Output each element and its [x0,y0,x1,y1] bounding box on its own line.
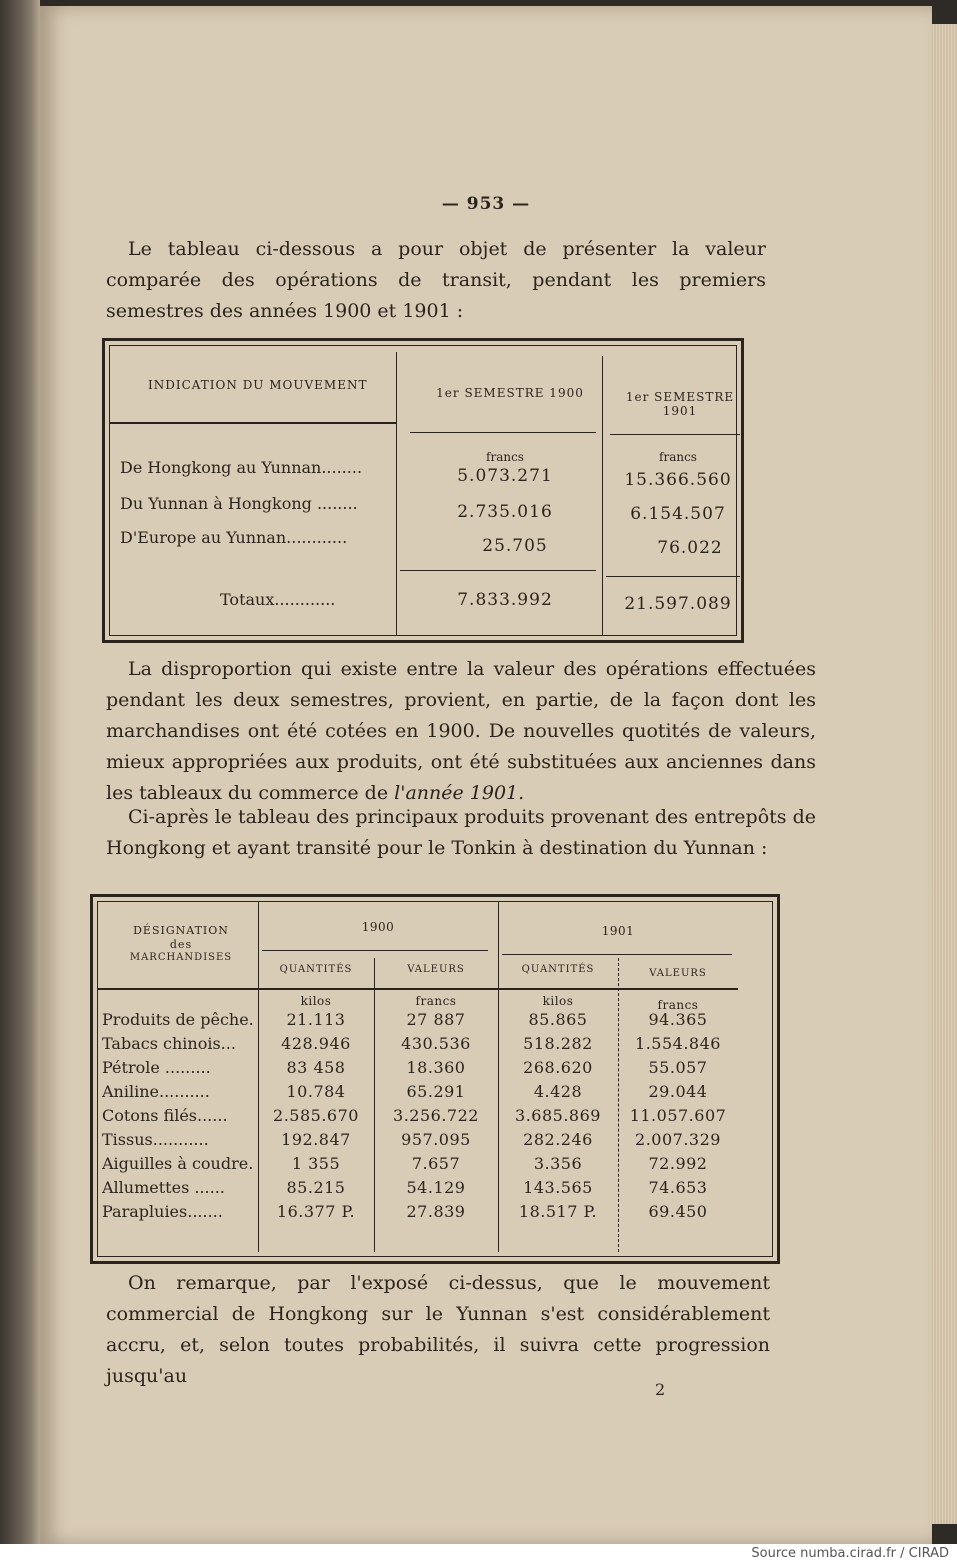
conclusion-text: On remarque, par l'exposé ci-dessus, que le mouvement commercial de Hongkong sur le Yunnan s'est considérablement accru, et, selon toutes probabilités, il suivra cette progression jusqu'au [106,1272,770,1387]
product-7-q1900: 85.215 [286,1178,346,1197]
totals-label: Totaux............ [220,590,336,609]
p-col-divider-label [258,902,259,1252]
product-7-v1901: 74.653 [648,1178,708,1197]
col-divider-1 [396,352,397,636]
product-4-v1900: 3.256.722 [393,1106,479,1125]
header-val-1901: VALEURS [649,968,707,979]
product-4-v1901: 11.057.607 [629,1106,727,1125]
intro-paragraph [106,234,766,327]
product-1-v1901: 1.554.846 [635,1034,721,1053]
product-7-q1901: 143.565 [523,1178,593,1197]
product-8-label: Parapluies....... [102,1202,223,1221]
product-0-q1901: 85.865 [528,1010,588,1029]
p-col-divider-years [498,902,499,1252]
header-designation-marchandises: MARCHANDISES [129,952,233,963]
transit-table-inner [109,345,737,636]
product-6-v1900: 7.657 [411,1154,461,1173]
unit-1901: francs [659,450,697,464]
row-label-europe-yunnan: D'Europe au Yunnan............ [120,528,348,547]
product-8-v1900: 27.839 [406,1202,466,1221]
header-val-1900: VALEURS [407,964,465,975]
product-1-q1901: 518.282 [523,1034,593,1053]
totals-rule-1 [400,570,596,571]
product-5-v1901: 2.007.329 [635,1130,721,1149]
product-2-v1900: 18.360 [406,1058,466,1077]
unit-qty-1900: kilos [300,994,332,1008]
product-1-q1900: 428.946 [281,1034,351,1053]
product-7-v1900: 54.129 [406,1178,466,1197]
ci-apres-text: Ci-après le tableau des principaux produits provenant des entrepôts de Hongkong et ayant transité pour le Tonkin à destination du Yunnan : [106,806,816,859]
product-5-q1901: 282.246 [523,1130,593,1149]
product-8-q1900: 16.377 P. [276,1202,356,1221]
disproportion-text: La disproportion qui existe entre la valeur des opérations effectuées pendant les deux semestres, provient, en partie, de la façon dont les marchandises ont été cotées en 1900. De nouvelles quotités de valeurs, mieux appropriées aux produits, ont été substituées aux anciennes dans les tableaux du commerce de [106,658,816,804]
product-8-q1901: 18.517 P. [518,1202,598,1221]
p-header-rule [98,988,738,990]
header-rule-3 [610,434,740,435]
product-6-v1901: 72.992 [648,1154,708,1173]
p-year-rule-1900 [262,950,488,951]
product-4-label: Cotons filés...... [102,1106,228,1125]
header-semestre-1900: 1er SEMESTRE 1900 [436,386,584,400]
book-page [40,6,932,1544]
product-2-q1900: 83 458 [286,1058,346,1077]
product-1-v1900: 430.536 [401,1034,471,1053]
book-spine [0,0,40,1566]
product-0-q1900: 21.113 [286,1010,346,1029]
intro-text: Le tableau ci-dessous a pour objet de présenter la valeur comparée des opérations de transit, pendant les premiers semestres des années 1900 et 1901 : [106,238,766,322]
product-6-q1901: 3.356 [533,1154,583,1173]
product-7-label: Allumettes ...... [102,1178,225,1197]
header-designation: DÉSIGNATION [133,924,229,937]
signature-mark: 2 [655,1380,666,1399]
unit-1900: francs [486,450,524,464]
header-qty-1900: QUANTITÉS [279,964,353,975]
unit-qty-1901: kilos [542,994,574,1008]
row-yunnan-hongkong-1900: 2.735.016 [457,502,553,522]
product-3-v1901: 29.044 [648,1082,708,1101]
product-3-q1901: 4.428 [533,1082,583,1101]
row-europe-yunnan-1901: 76.022 [657,538,723,558]
product-3-label: Aniline.......... [102,1082,210,1101]
disproportion-year: l'année 1901. [394,782,525,804]
row-yunnan-hongkong-1901: 6.154.507 [630,504,726,524]
row-label-hongkong-yunnan: De Hongkong au Yunnan........ [120,458,363,477]
products-table [90,894,780,1264]
header-indication: INDICATION DU MOUVEMENT [148,378,368,392]
row-europe-yunnan-1900: 25.705 [482,536,548,556]
header-year-1901: 1901 [601,924,635,938]
product-8-v1901: 69.450 [648,1202,708,1221]
product-2-v1901: 55.057 [648,1058,708,1077]
product-5-q1900: 192.847 [281,1130,351,1149]
totals-1900: 7.833.992 [457,590,553,610]
product-4-q1900: 2.585.670 [273,1106,359,1125]
product-5-v1900: 957.095 [401,1130,471,1149]
product-6-label: Aiguilles à coudre. [102,1154,254,1173]
unit-val-1901: francs [657,998,699,1012]
totals-rule-2 [606,576,740,577]
product-4-q1901: 3.685.869 [515,1106,601,1125]
product-0-v1901: 94.365 [648,1010,708,1029]
product-6-q1900: 1 355 [291,1154,341,1173]
product-2-q1901: 268.620 [523,1058,593,1077]
product-0-v1900: 27 887 [406,1010,466,1029]
header-rule-2 [410,432,596,433]
row-label-yunnan-hongkong: Du Yunnan à Hongkong ........ [120,494,358,513]
header-rule-1 [110,422,396,424]
page-edges [932,24,957,1524]
source-credit: Source numba.cirad.fr / CIRAD [751,1546,949,1561]
conclusion-paragraph [106,1268,770,1392]
header-semestre-1901: 1er SEMESTRE 1901 [625,390,735,418]
header-qty-1901: QUANTITÉS [521,964,595,975]
product-3-q1900: 10.784 [286,1082,346,1101]
header-designation-des: des [169,938,193,951]
row-hongkong-yunnan-1901: 15.366.560 [624,470,732,490]
totals-1901: 21.597.089 [624,594,732,614]
col-divider-2 [602,356,603,636]
products-table-inner [97,901,773,1257]
transit-table [102,338,744,643]
unit-val-1900: francs [415,994,457,1008]
header-year-1900: 1900 [361,920,395,934]
product-1-label: Tabacs chinois... [102,1034,236,1053]
p-year-rule-1901 [502,954,732,955]
product-0-label: Produits de pêche. [102,1010,254,1029]
disproportion-paragraph [106,654,816,809]
product-5-label: Tissus........... [102,1130,209,1149]
product-2-label: Pétrole ......... [102,1058,211,1077]
page-number: — 953 — [441,194,531,214]
ci-apres-paragraph [106,802,816,864]
product-3-v1900: 65.291 [406,1082,466,1101]
row-hongkong-yunnan-1900: 5.073.271 [457,466,553,486]
